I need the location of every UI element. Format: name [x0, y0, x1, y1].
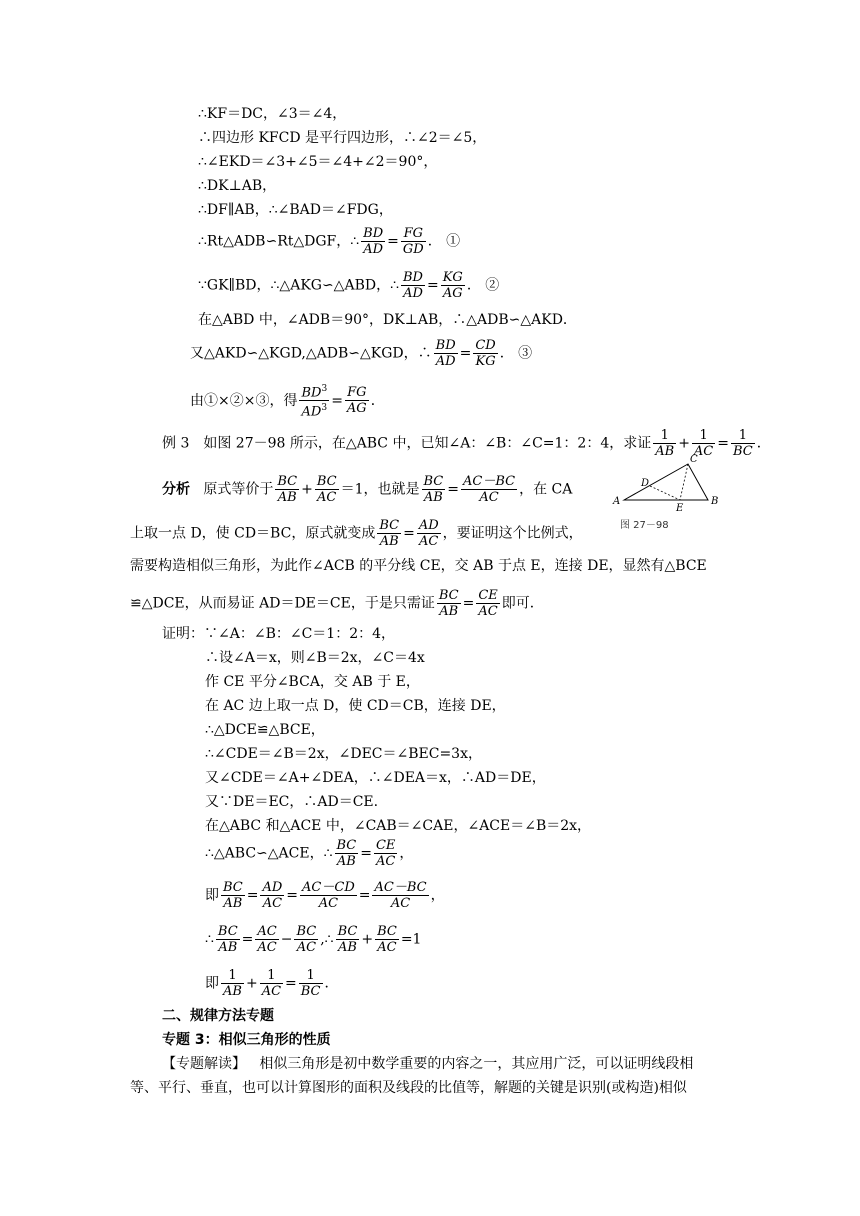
- line-9-tail: ． ③: [499, 345, 533, 362]
- label-c: C: [690, 454, 698, 465]
- line-7: ∵GK∥BD，∴△AKG∽△ABD，∴ $\frac{BD}{AD}$ = $\frac{KG}{AG}$ ． ②: [198, 270, 500, 301]
- proof-text: ∴△ABC∽△ACE，∴: [205, 845, 333, 862]
- fraction-1-ab: $\frac{1}{AB}$: [655, 428, 675, 459]
- proof-line-9: 在△ABC 和△ACE 中，∠CAB＝∠CAE，∠ACE＝∠B＝2x，: [205, 818, 592, 834]
- line-8: 在△ABD 中，∠ADB＝90°，DK⊥AB，∴△ADB∽△AKD．: [198, 312, 577, 328]
- triangle-figure: [610, 436, 740, 534]
- analysis-line-3: 需要构造相似三角形，为此作∠ACB 的平分线 CE，交 AB 于点 E，连接 DE，显然有△BCE: [130, 558, 707, 574]
- fraction-ad-ac: $\frac{AD}{AC}$: [262, 880, 283, 911]
- fraction-fg-ag: $\frac{FG}{AG}$: [346, 385, 367, 417]
- line-4: ∴DK⊥AB，: [198, 178, 277, 194]
- proof-line-13: 即 $\frac{1}{AB}$ + $\frac{1}{AC}$ = $\frac{1}{BC}$ ．: [205, 968, 339, 999]
- fraction-bc-ab: $\frac{BC}{AB}$: [277, 474, 298, 505]
- line-10-tail: ．: [370, 392, 385, 409]
- proof-line-11: 即 $\frac{BC}{AB}$ = $\frac{AD}{AC}$ = $\frac{AC-CD}{AC}$ = $\frac{AC-BC}{AC}$ ，: [205, 880, 445, 911]
- analysis-label: 分析: [162, 481, 190, 498]
- fraction-1-bc: $\frac{1}{BC}$: [733, 428, 753, 459]
- proof-text: ，: [430, 887, 445, 904]
- fraction-ce-ac: $\frac{CE}{AC}$: [375, 838, 396, 869]
- analysis-text: ，在 CA: [519, 481, 573, 498]
- fraction-acmbc-ac: $\frac{AC-BC}{AC}$: [463, 474, 516, 505]
- fraction-acmbc-ac: $\frac{AC-BC}{AC}$: [374, 880, 427, 911]
- topic-intro-line-1: [162, 1054, 693, 1074]
- fraction-bc-ac: $\frac{BC}{AC}$: [296, 924, 317, 955]
- figure-caption: 图 27－98: [620, 520, 669, 531]
- label-b: B: [711, 496, 719, 507]
- fraction-bd3-ad3: $\frac{BD^3}{AD^3}$: [301, 384, 328, 420]
- analysis-line-2: 上取一点 D，使 CD＝BC，原式就变成 $\frac{BC}{AB}$ = $\frac{AD}{AC}$ ，要证明这个比例式，: [130, 518, 583, 549]
- fraction-ce-ac: $\frac{CE}{AC}$: [478, 588, 498, 619]
- fraction-bd-ad: $\frac{BD}{AD}$: [363, 226, 384, 257]
- proof-line-2: ∴设∠A＝x，则∠B＝2x，∠C＝4x: [205, 650, 425, 666]
- analysis-line-4: ≌△DCE，从而易证 AD＝DE＝CE，于是只需证 $\frac{BC}{AB}$ = $\frac{CE}{AC}$ 即可．: [130, 588, 544, 619]
- line-1: ∴KF＝DC，∠3＝∠4，: [198, 106, 347, 122]
- fraction-cd-kg: $\frac{CD}{KG}$: [475, 338, 496, 369]
- fraction-ad-ac: $\frac{AD}{AC}$: [418, 518, 439, 549]
- line-6: ∴Rt△ADB∽Rt△DGF，∴ $\frac{BD}{AD}$ = $\frac{FG}{GD}$ ． ①: [198, 226, 461, 257]
- line-6-tail: ． ①: [427, 233, 461, 250]
- proof-line-12: ∴ $\frac{BC}{AB}$ = $\frac{AC}{AC}$ − $\frac{BC}{AC}$ ,∴ $\frac{BC}{AB}$ + $\frac{BC}{AC}$ =1: [205, 924, 422, 955]
- section-heading: 二、规律方法专题: [162, 1008, 274, 1024]
- line-5: ∴DF∥AB，∴∠BAD＝∠FDG，: [198, 202, 393, 218]
- example-3-tail: ．: [756, 435, 771, 452]
- fraction-bd-ad: $\frac{BD}{AD}$: [402, 270, 423, 301]
- analysis-text: ＝1，也就是: [340, 481, 420, 498]
- triangle-abc: [624, 464, 708, 500]
- fraction-fg-gd: $\frac{FG}{GD}$: [402, 226, 424, 257]
- label-e: E: [676, 503, 684, 514]
- fraction-bc-ab: $\frac{BC}{AB}$: [337, 924, 358, 955]
- fraction-bd-ad: $\frac{BD}{AD}$: [435, 338, 456, 369]
- fraction-bc-ab: $\frac{BC}{AB}$: [423, 474, 444, 505]
- line-3: ∴∠EKD＝∠3+∠5＝∠4+∠2＝90°，: [198, 154, 438, 170]
- line-9: 又△AKD∽△KGD,△ADB∽△KGD，∴ $\frac{BD}{AD}$ = $\frac{CD}{KG}$ ． ③: [190, 338, 533, 369]
- line-2: ∴四边形 KFCD 是平行四边形，∴∠2＝∠5，: [198, 130, 487, 146]
- fraction-1-ac: $\frac{1}{AC}$: [261, 968, 282, 999]
- fraction-bc-ac: $\frac{BC}{AC}$: [316, 474, 337, 505]
- proof-text: 即: [205, 975, 219, 992]
- line-10: 由①×②×③，得 $\frac{BD^3}{AD^3}$ = $\frac{FG}{AG}$ ．: [190, 384, 385, 420]
- fraction-bc-ac: $\frac{BC}{AC}$: [377, 924, 397, 955]
- example-3-text: 例 3 如图 27－98 所示，在△ABC 中，已知∠A：∠B：∠C=1：2：4，求证: [162, 435, 652, 452]
- proof-text: ．: [324, 975, 339, 992]
- proof-line-1: 证明：∵∠A：∠B：∠C＝1：2：4，: [162, 626, 396, 642]
- proof-text: 即: [205, 887, 219, 904]
- proof-text: ∴: [205, 931, 214, 948]
- example-3-statement: 例 3 如图 27－98 所示，在△ABC 中，已知∠A：∠B：∠C=1：2：4，求证 $\frac{1}{AB}$ + $\frac{1}{AC}$ = $\frac{1}{BC}$ ．: [162, 428, 771, 459]
- line-7-tail: ． ②: [466, 277, 500, 294]
- fraction-bc-ab: $\frac{BC}{AB}$: [438, 588, 459, 619]
- topic-heading: 专题 3：相似三角形的性质: [162, 1032, 331, 1048]
- line-10-text: 由①×②×③，得: [190, 392, 298, 409]
- label-a: A: [613, 496, 621, 507]
- analysis-text: ≌△DCE，从而易证 AD＝DE＝CE，于是只需证: [130, 595, 435, 612]
- fraction-1-bc: $\frac{1}{BC}$: [300, 968, 321, 999]
- proof-text: ,∴: [320, 931, 334, 948]
- fraction-1-ac: $\frac{1}{AC}$: [693, 428, 714, 459]
- segment-de: [650, 486, 680, 500]
- fraction-ac-ac: $\frac{AC}{AC}$: [257, 924, 277, 955]
- proof-line-6: ∴∠CDE＝∠B＝2x，∠DEC＝∠BEC=3x，: [205, 746, 482, 762]
- proof-line-3: 作 CE 平分∠BCA，交 AB 于 E，: [205, 674, 420, 690]
- proof-text: =1: [400, 931, 422, 948]
- topic-intro-label: 【专题解读】: [162, 1056, 246, 1072]
- line-7-text: ∵GK∥BD，∴△AKG∽△ABD，∴: [198, 277, 399, 294]
- proof-line-8: 又∵DE＝EC，∴AD＝CE.: [205, 794, 379, 810]
- fraction-kg-ag: $\frac{KG}{AG}$: [442, 270, 463, 301]
- analysis-text: 原式等价于: [203, 481, 274, 498]
- label-d: D: [641, 478, 650, 489]
- proof-line-7: 又∠CDE＝∠A+∠DEA，∴∠DEA＝x，∴AD＝DE，: [205, 770, 546, 786]
- bisector-ce: [680, 464, 688, 500]
- fraction-acmcd-ac: $\frac{AC-CD}{AC}$: [302, 880, 355, 911]
- fraction-bc-ab: $\frac{BC}{AB}$: [336, 838, 357, 869]
- fraction-bc-ab: $\frac{BC}{AB}$: [379, 518, 400, 549]
- analysis-text: ，要证明这个比例式，: [442, 525, 583, 542]
- fraction-bc-ab: $\frac{BC}{AB}$: [223, 880, 243, 911]
- topic-intro-line-2: 等、平行、垂直，也可以计算图形的面积及线段的比值等，解题的关键是识别(或构造)相似: [130, 1080, 687, 1096]
- topic-intro-text: 相似三角形是初中数学重要的内容之一，其应用广泛，可以证明线段相: [259, 1056, 694, 1072]
- analysis-line-1: 分析 原式等价于 $\frac{BC}{AB}$ + $\frac{BC}{AC}$ ＝1，也就是 $\frac{BC}{AB}$ = $\frac{AC-BC}{AC}$ ，在 CA: [162, 474, 573, 505]
- proof-line-10: ∴△ABC∽△ACE，∴ $\frac{BC}{AB}$ = $\frac{CE}{AC}$ ，: [205, 838, 414, 869]
- fraction-bc-ab: $\frac{BC}{AB}$: [217, 924, 238, 955]
- line-6-text: ∴Rt△ADB∽Rt△DGF，∴: [198, 233, 360, 250]
- line-9-text: 又△AKD∽△KGD,△ADB∽△KGD，∴: [190, 345, 432, 362]
- proof-line-5: ∴△DCE≌△BCE，: [205, 722, 325, 738]
- analysis-text: 上取一点 D，使 CD＝BC，原式就变成: [130, 525, 376, 542]
- analysis-text: 即可．: [501, 595, 544, 612]
- proof-line-4: 在 AC 边上取一点 D，使 CD＝CB，连接 DE，: [205, 698, 506, 714]
- fraction-1-ab: $\frac{1}{AB}$: [223, 968, 242, 999]
- proof-text: ，: [399, 845, 414, 862]
